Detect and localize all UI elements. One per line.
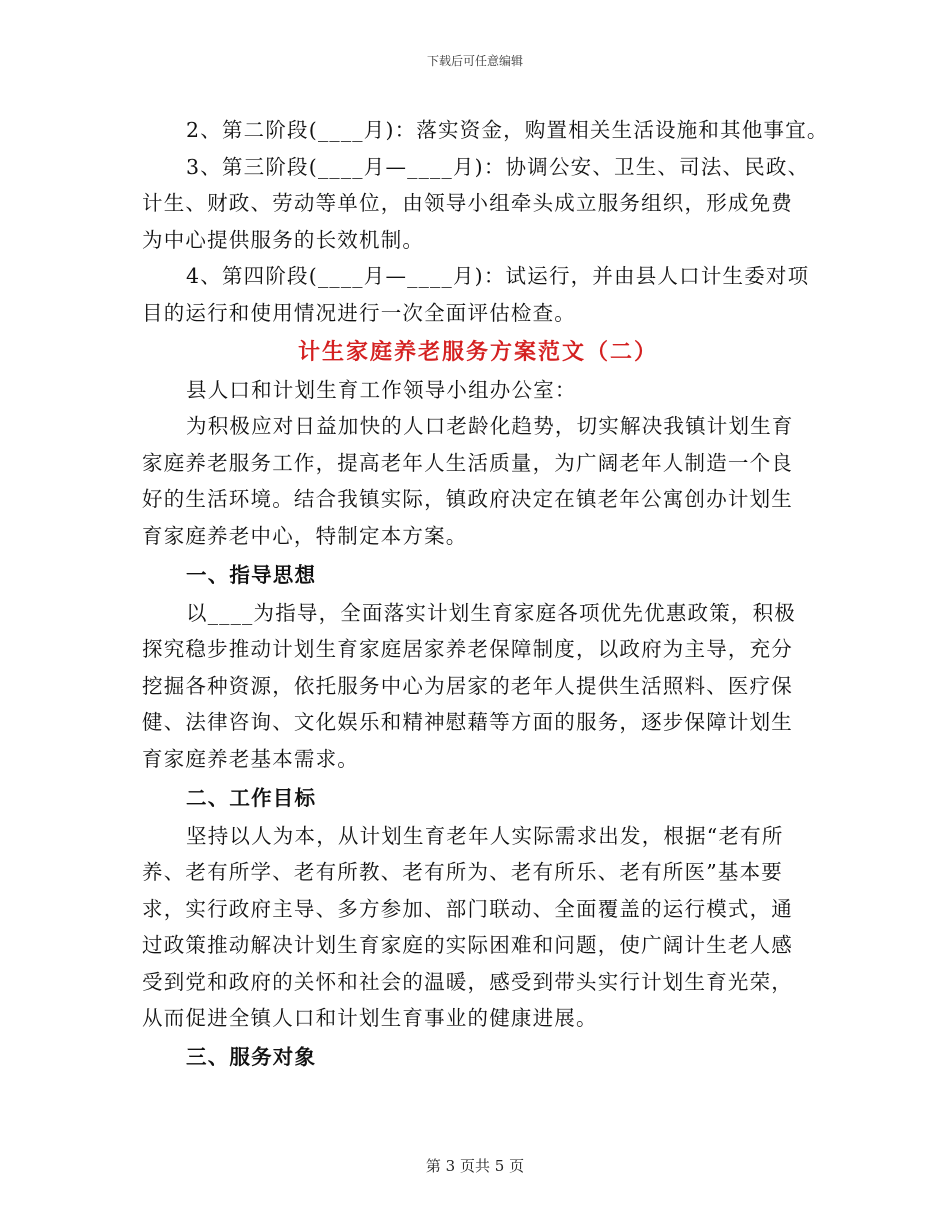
text-line: 挖掘各种资源，依托服务中心为居家的老年人提供生活照料、医疗保 [142,673,793,698]
text-line: 2、第二阶段(____月)：落实资金，购置相关生活设施和其他事宜。 [186,118,829,142]
paragraph [142,372,814,409]
text-line: 家庭养老服务工作，提高老年人生活质量，为广阔老年人制造一个良 [142,450,793,475]
text-line: 养、老有所学、老有所教、老有所为、老有所乐、老有所医”基本要 [142,860,783,885]
paragraph [142,818,814,1038]
section-heading: 二、工作目标 [186,785,317,810]
text-line: 健、法律咨询、文化娱乐和精神慰藉等方面的服务，逐步保障计划生 [142,710,793,735]
text-line: 计生、财政、劳动等单位，由领导小组牵头成立服务组织，形成免费 [142,191,793,216]
page-footer: 第 3 页共 5 页 [425,1157,525,1175]
text-line: 坚持以人为本，从计划生育老年人实际需求出发，根据“老有所 [186,823,784,848]
document-body [142,112,829,1077]
text-line: 为中心提供服务的长效机制。 [142,227,425,252]
section-heading: 三、服务对象 [186,1045,317,1070]
text-line: 目的运行和使用情况进行一次全面评估检查。 [142,300,576,325]
page-header: 下载后可任意编辑 [426,54,523,68]
paragraph [142,112,829,149]
text-line: 为积极应对日益加快的人口老龄化趋势，切实解决我镇计划生育 [186,414,794,439]
text-line: 以____为指导，全面落实计划生育家庭各项优先优惠政策，积极 [186,600,796,625]
text-line: 4、第四阶段(____月—____月)：试运行，并由县人口计生委对项 [186,264,810,289]
section-heading: 一、指导思想 [186,562,317,587]
text-line: 过政策推动解决计划生育家庭的实际困难和问题，使广阔计生老人感 [142,933,793,958]
text-line: 求，实行政府主导、多方参加、部门联动、全面覆盖的运行模式，通 [142,896,793,921]
text-line: 3、第三阶段(____月—____月)：协调公安、卫生、司法、民政、 [186,154,810,179]
text-line: 育家庭养老基本需求。 [142,746,359,771]
text-line: 好的生活环境。结合我镇实际，镇政府决定在镇老年公寓创办计划生 [142,487,793,512]
paragraph [142,595,814,778]
paragraph [142,258,814,331]
text-line: 育家庭养老中心，特制定本方案。 [142,523,468,548]
text-line: 县人口和计划生育工作领导小组办公室： [186,377,577,402]
text-line: 探究稳步推动计划生育家庭居家养老保障制度，以政府为主导，充分 [142,637,793,662]
section-title: 计生家庭养老服务方案范文（二） [297,338,658,365]
paragraph [142,408,814,554]
paragraph [142,149,814,259]
text-line: 受到党和政府的关怀和社会的温暖，感受到带头实行计划生育光荣， [142,969,793,994]
text-line: 从而促进全镇人口和计划生育事业的健康进展。 [142,1006,598,1031]
